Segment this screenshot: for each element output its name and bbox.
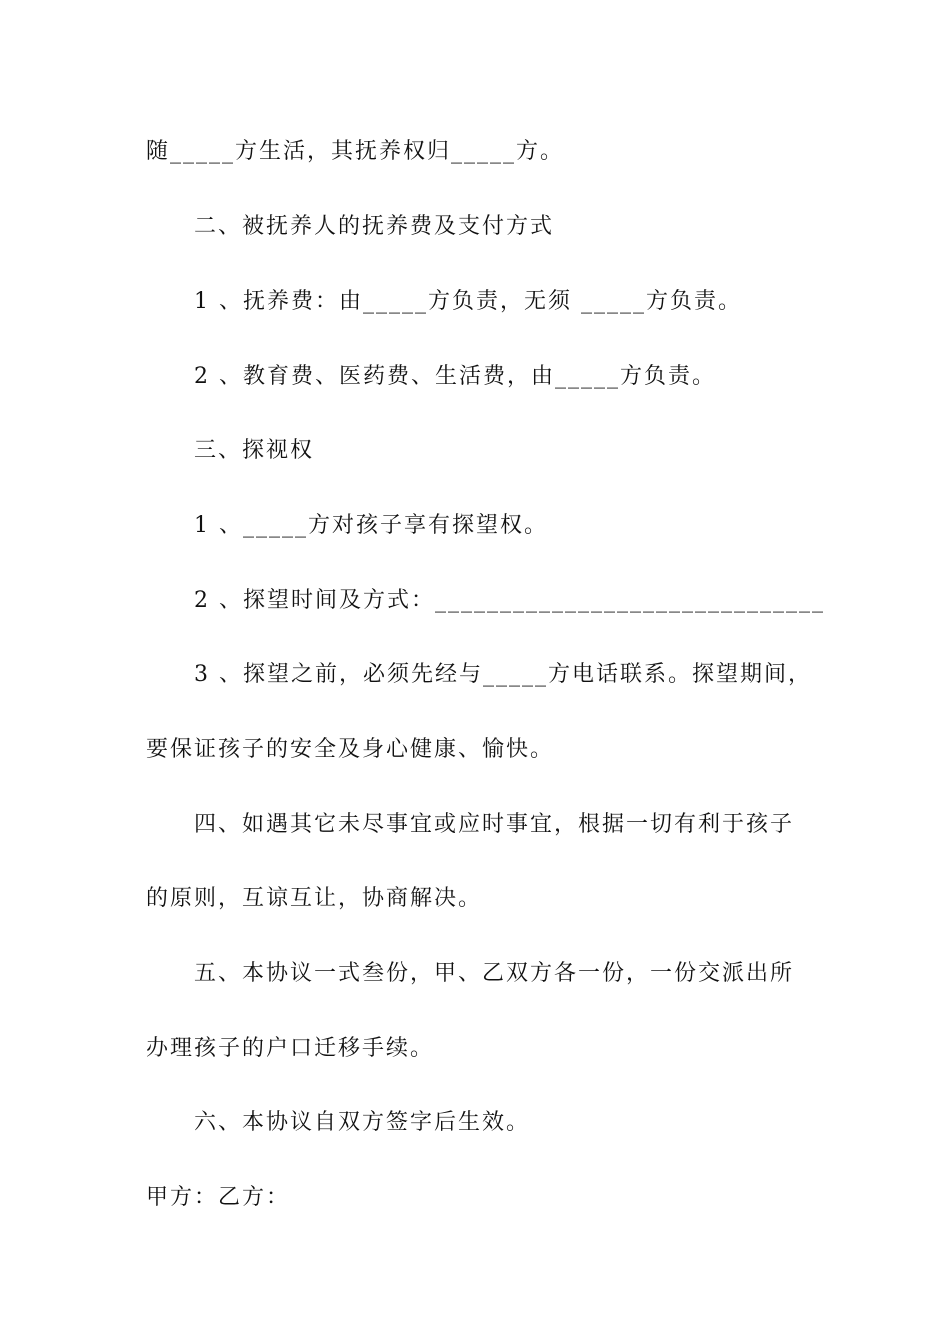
text-line-visitation-time: 2 、探望时间及方式：______________________________ [194, 588, 825, 613]
text-line-education-fee: 2 、教育费、医药费、生活费，由_____方负责。 [194, 364, 716, 389]
text-line-other-matters: 四、如遇其它未尽事宜或应时事宜，根据一切有利于孩子 [194, 812, 795, 837]
text-line-copies-cont: 办理孩子的户口迁移手续。 [146, 1036, 435, 1061]
text-line-visitation-contact: 3 、探望之前，必须先经与_____方电话联系。探望期间， [194, 662, 812, 687]
text-line-custody: 随_____方生活，其抚养权归_____方。 [146, 139, 565, 164]
text-line-effective: 六、本协议自双方签字后生效。 [194, 1110, 531, 1135]
text-line-other-matters-cont: 的原则，互谅互让，协商解决。 [146, 886, 483, 911]
signature-line: 甲方：乙方： [146, 1185, 291, 1210]
text-line-visitation-safety: 要保证孩子的安全及身心健康、愉快。 [146, 737, 555, 762]
section-heading-visitation: 三、探视权 [194, 438, 315, 463]
text-line-copies: 五、本协议一式叁份，甲、乙双方各一份，一份交派出所 [194, 961, 795, 986]
text-line-support-fee: 1 、抚养费：由_____方负责，无须 _____方负责。 [194, 289, 742, 314]
text-line-visitation-right: 1 、_____方对孩子享有探望权。 [194, 513, 548, 538]
section-heading-support-fee: 二、被抚养人的抚养费及支付方式 [194, 214, 555, 239]
